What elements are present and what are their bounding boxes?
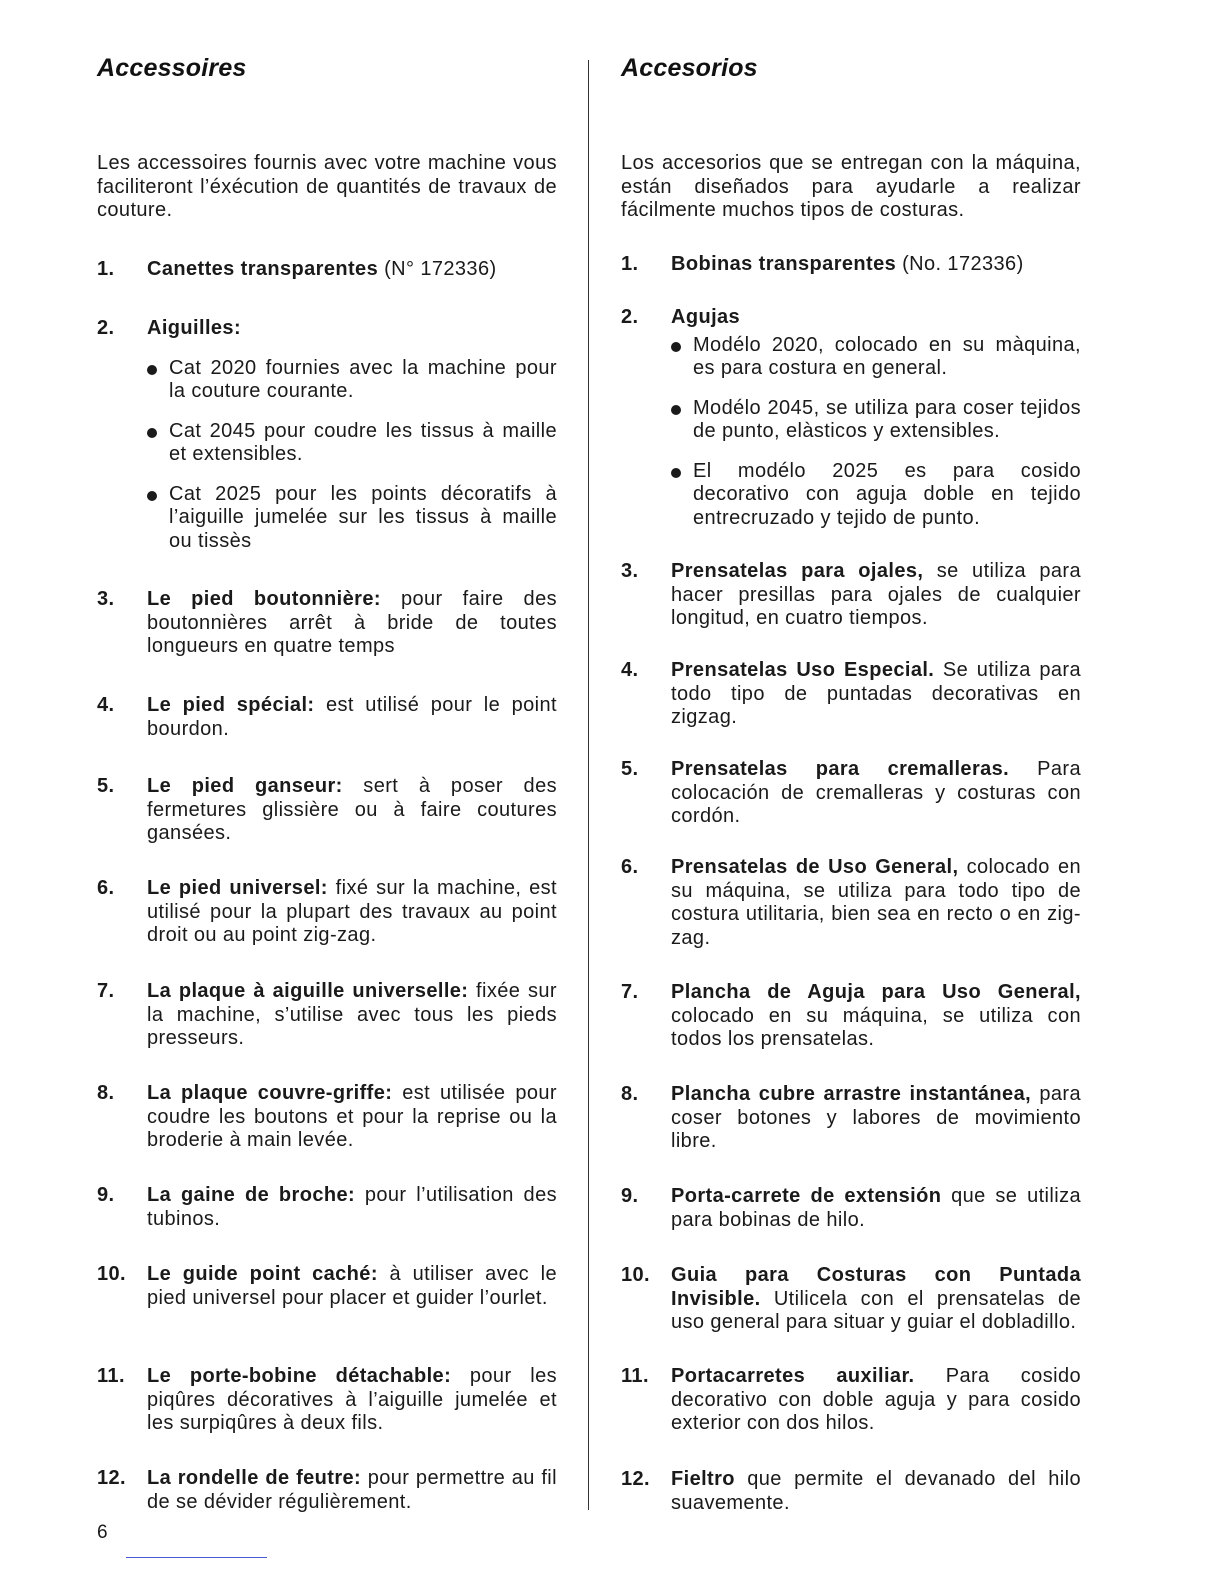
es-item-1 [621,253,1081,277]
item-term: Aiguilles: [147,317,242,339]
fr-item-3 [97,588,557,659]
es-item-4 [621,659,1081,730]
item-term: Plancha cubre arrastre instantánea, [671,1083,1032,1105]
item-term: Fieltro [671,1468,735,1490]
es-item-5 [621,758,1081,829]
footer-rule [126,1557,267,1558]
list-item: Cat 2020 fournies avec la machine pour la couture courante. [147,357,557,404]
fr-item-4 [97,694,557,741]
item-description: pour l’utilisation des tubinos. [147,1184,557,1230]
item-number: 8. [97,1082,115,1104]
item-term: La plaque à aiguille universelle: [147,980,469,1002]
item-term: Le pied ganseur: [147,775,343,797]
fr-item-6 [97,877,557,948]
item-term: Agujas [671,306,741,328]
es-item-6 [621,856,1081,950]
french-intro: Les accessoires fournis avec votre machine vous faciliteront l’éxécution de quantités de travaux de couture. [97,152,557,221]
item-description: fixée sur la machine, s’utilise avec tous les pieds presseurs. [147,980,557,1049]
es-item-9 [621,1185,1081,1232]
item-description: Para colocación de cremalleras y costuras con cordón. [671,758,1082,827]
list-item: Cat 2045 pour coudre les tissus à maille et extensibles. [147,420,557,467]
item-description: que permite el devanado del hilo suavemente. [671,1468,1081,1514]
item-term: Le pied boutonnière: [147,588,381,610]
item-term: Le porte-bobine détachable: [147,1365,452,1387]
item-number: 6. [621,856,639,878]
es-item-12 [621,1468,1081,1515]
spanish-title: Accesorios [621,54,758,82]
item-description: pour faire des boutonnières arrêt à bride de toutes longueurs en quatre temps [147,588,557,657]
item-description: Para cosido decorativo con doble aguja y para cosido exterior con dos hilos. [671,1365,1081,1434]
list-item: Cat 2025 pour les points décoratifs à l’aiguille jumelée sur les tissus à maille ou tissès [147,483,557,554]
item-description: que se utiliza para bobinas de hilo. [671,1185,1081,1231]
item-number: 7. [621,981,639,1003]
item-term: Bobinas transparentes [671,253,897,275]
item-number: 2. [97,317,115,339]
item-description: sert à poser des fermetures glissière ou à faire coutures gansées. [147,775,557,844]
item-term: Le pied spécial: [147,694,315,716]
list-item: Modélo 2020, colocado en su màquina, es para costura en general. [671,334,1081,381]
fr-item-8 [97,1082,557,1153]
fr-item-5 [97,775,557,846]
item-number: 12. [97,1467,127,1489]
item-term: Prensatelas de Uso General, [671,856,959,878]
item-description: (N° 172336) [378,258,497,280]
es-item-11 [621,1365,1081,1436]
item-number: 4. [621,659,639,681]
spanish-intro: Los accesorios que se entregan con la máquina, están diseñados para ayudarle a realizar fácilmente muchos tipos de costuras. [621,152,1081,221]
item-term: Porta-carrete de extensión [671,1185,942,1207]
fr-item-12 [97,1467,557,1514]
needle-list [671,334,1081,531]
item-term: Le guide point caché: [147,1263,378,1285]
item-term: Le pied universel: [147,877,328,899]
item-number: 2. [621,306,639,328]
es-item-3 [621,560,1081,631]
fr-item-7 [97,980,557,1051]
page-number: 6 [97,1522,108,1543]
item-description: colocado en su máquina, se utiliza para todo tipo de costura utilitaria, bien sea en recto o en zig-zag. [671,856,1081,949]
item-number: 3. [621,560,639,582]
item-term: La gaine de broche: [147,1184,356,1206]
item-description: se utiliza para hacer presillas para ojales de cualquier longitud, en cuatro tiempos. [671,560,1082,629]
item-term: Prensatelas Uso Especial. [671,659,935,681]
list-item: Modélo 2045, se utiliza para coser tejidos de punto, elàsticos y extensibles. [671,397,1081,444]
item-description: para coser botones y labores de movimiento libre. [671,1083,1081,1152]
item-description: pour les piqûres décoratives à l’aiguille jumelée et les surpiqûres à deux fils. [147,1365,558,1434]
item-number: 4. [97,694,115,716]
item-term: Prensatelas para ojales, [671,560,924,582]
item-description: fixé sur la machine, est utilisé pour la plupart des travaux au point droit ou au point zig-zag. [147,877,558,946]
item-term: Guia para Costuras con Puntada Invisible. [671,1264,1081,1310]
item-description: Utilicela con el prensatelas de uso general para situar y guiar el dobladillo. [671,1287,1081,1333]
item-term: La rondelle de feutre: [147,1467,362,1489]
item-number: 11. [621,1365,649,1387]
item-description: pour permettre au fil de se dévider régulièrement. [147,1467,557,1513]
item-number: 5. [97,775,115,797]
item-description: est utilisée pour coudre les boutons et pour la reprise ou la broderie à main levée. [147,1082,557,1151]
item-term: Portacarretes auxiliar. [671,1365,915,1387]
item-term: Canettes transparentes [147,258,379,280]
item-term: La plaque couvre-griffe: [147,1082,393,1104]
fr-item-9 [97,1184,557,1231]
item-number: 1. [621,253,639,275]
item-number: 3. [97,588,115,610]
item-number: 10. [97,1263,127,1285]
item-term: Plancha de Aguja para Uso General, [671,981,1081,1003]
item-number: 8. [621,1083,639,1105]
item-number: 9. [97,1184,115,1206]
item-number: 5. [621,758,639,780]
column-divider [588,60,589,1510]
item-number: 10. [621,1264,651,1286]
item-number: 1. [97,258,115,280]
french-title: Accessoires [97,54,247,82]
es-item-2 [621,306,1081,546]
fr-item-1 [97,258,557,282]
item-number: 11. [97,1365,125,1387]
item-term: Prensatelas para cremalleras. [671,758,1010,780]
needle-list [147,357,557,554]
item-number: 7. [97,980,115,1002]
item-number: 12. [621,1468,651,1490]
item-number: 6. [97,877,115,899]
es-item-7 [621,981,1081,1052]
item-description: (No. 172336) [896,253,1024,275]
fr-item-11 [97,1365,557,1436]
fr-item-2 [97,317,557,569]
item-description: Se utiliza para todo tipo de puntadas decorativas en zigzag. [671,659,1081,728]
es-item-8 [621,1083,1081,1154]
item-description: à utiliser avec le pied universel pour placer et guider l’ourlet. [147,1263,557,1309]
fr-item-10 [97,1263,557,1310]
item-description: colocado en su máquina, se utiliza con todos los prensatelas. [671,1004,1081,1050]
es-item-10 [621,1264,1081,1335]
item-description: est utilisé pour le point bourdon. [147,694,558,740]
item-number: 9. [621,1185,639,1207]
list-item: El modélo 2025 es para cosido decorativo con aguja doble en tejido entrecruzado y tejido de punto. [671,460,1081,531]
